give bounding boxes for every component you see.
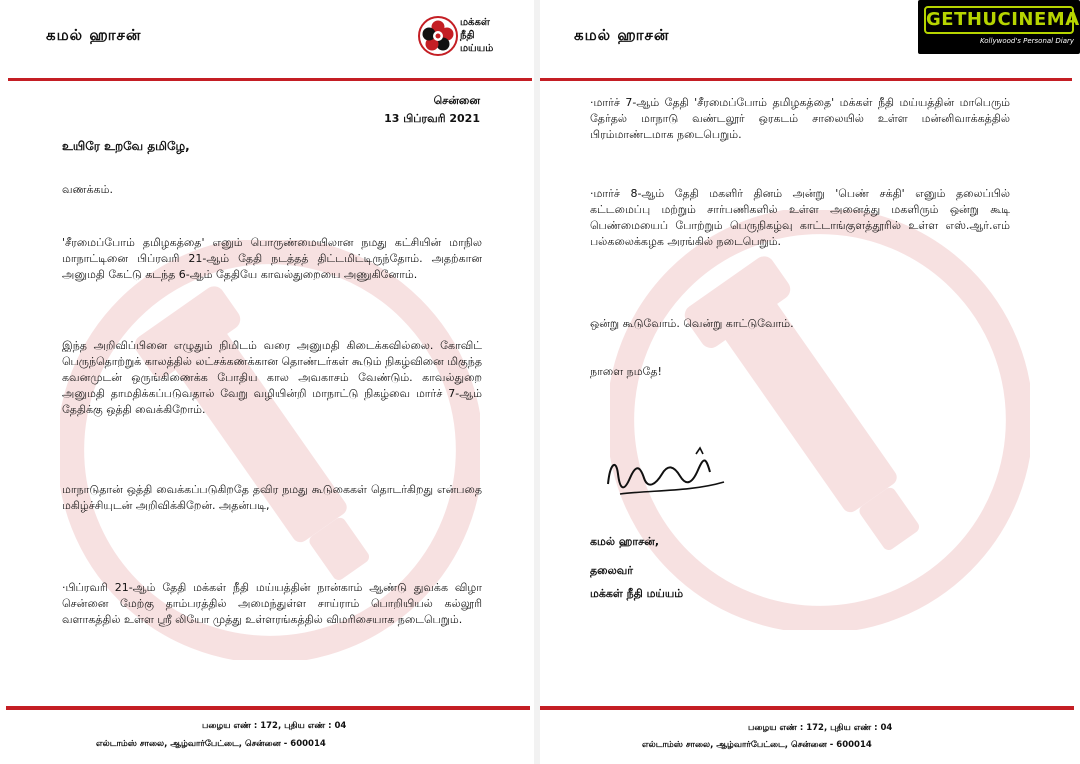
header-rule [540, 78, 1072, 81]
badge-title: GETHUCINEMA [924, 6, 1074, 34]
closing-line: நாளை நமதே! [590, 365, 662, 378]
letter-greeting: உயிரே உறவே தமிழே, [62, 139, 190, 153]
left-letter-page [0, 0, 536, 764]
logo-flower-icon [418, 16, 458, 56]
body-paragraph: இந்த அறிவிப்பினை எழுதும் நிமிடம் வரை அனுமதி கிடைக்கவில்லை. கோவிட் பெருந்தொற்றுக் காலத்தில் லட்சக்கணக்கான தொண்டர்கள் கூடும் நிகழ்வினை மிகுந்த கவனமுடன் ஒருங்கிணைக்க போதிய கால அவகாசம் வேண்டும். காவல்துறை அனுமதி தாமதிக்கப்படுவதால் வேறு வழியின்றி மாநாட்டு நிகழ்வை மார்ச் 7-ஆம் தேதிக்கு ஒத்தி வைக்கிறோம். [62, 339, 482, 416]
party-logo [418, 16, 528, 58]
footer-rule [540, 706, 1074, 710]
logo-text [460, 16, 493, 55]
signatory-party: மக்கள் நீதி மய்யம் [590, 587, 684, 600]
body-paragraph: ·மார்ச் 7-ஆம் தேதி 'சீரமைப்போம் தமிழகத்தை' மக்கள் நீதி மய்யத்தின் மாபெரும் தேர்தல் மாநாடு வண்டலூர் ஒரகடம் சாலையில் உள்ள மன்னிவாக்கத்தில் பிரம்மாண்டமாக நடைபெறும். [590, 96, 1010, 141]
body-paragraph: ·மார்ச் 8-ஆம் தேதி மகளிர் தினம் அன்று 'பெண் சக்தி' எனும் தலைப்பில் கட்டமைப்பு மற்றும் சார்பணிகளில் உள்ள அனைத்து மகளிரும் ஒன்று கூடி பெண்மையைப் போற்றும் பெருநிகழ்வு காட்டாங்குளத்தூரில் உள்ள எஸ்.ஆர்.எம் பல்கலைக்கழக அரங்கில் நடைபெறும். [590, 187, 1010, 248]
closing-line: ஒன்று கூடுவோம். வென்று காட்டுவோம். [590, 317, 794, 330]
signature-icon [600, 444, 730, 504]
badge-tagline: Kollywood's Personal Diary [979, 37, 1074, 45]
footer-address-line: எல்டாம்ஸ் சாலை, ஆழ்வார்பேட்டை, சென்னை - 600014 [642, 740, 872, 750]
body-paragraph: ·பிப்ரவரி 21-ஆம் தேதி மக்கள் நீதி மய்யத்தின் நான்காம் ஆண்டு துவக்க விழா சென்னை மேற்கு தாம்பரத்தில் அமைந்துள்ள சாய்ராம் பொறியியல் கல்லூரி வளாகத்தில் உள்ள ஸ்ரீ லியோ முத்து உள்ளரங்கத்தில் விமரிசையாக நடைபெறும். [62, 581, 482, 626]
logo-text-line: மக்கள் [460, 17, 490, 28]
site-watermark-badge [918, 0, 1080, 54]
right-letter-page [540, 0, 1080, 764]
body-paragraph: 'சீரமைப்போம் தமிழகத்தை' எனும் பொருண்மையிலான நமது கட்சியின் மாநில மாநாட்டினை பிப்ரவரி 21-ஆம் தேதி நடத்தத் திட்டமிட்டிருந்தோம். அதற்கான அனுமதி கேட்டு கடந்த 6-ஆம் தேதியே காவல்துறையை அணுகினோம். [62, 236, 482, 281]
header-name: கமல் ஹாசன் [46, 26, 142, 44]
signatory-name: கமல் ஹாசன், [590, 535, 660, 548]
letter-salutation: வணக்கம். [62, 183, 113, 196]
footer-address-line: பழைய எண் : 172, புதிய எண் : 04 [748, 723, 893, 733]
footer-rule [6, 706, 530, 710]
header-rule [8, 78, 532, 81]
footer-address-line: எல்டாம்ஸ் சாலை, ஆழ்வார்பேட்டை, சென்னை - 600014 [96, 739, 326, 749]
letter-city: சென்னை [433, 94, 480, 107]
signatory-role: தலைவர் [590, 564, 633, 577]
letter-date: 13 பிப்ரவரி 2021 [384, 112, 480, 125]
logo-text-line: மய்யம் [460, 43, 494, 54]
body-paragraph: மாநாடுதான் ஒத்தி வைக்கப்படுகிறதே தவிர நமது கூடுகைகள் தொடர்கிறது என்பதை மகிழ்ச்சியுடன் அறிவிக்கிறேன். அதன்படி, [62, 483, 482, 512]
header-name: கமல் ஹாசன் [574, 26, 670, 44]
logo-text-line: நீதி [460, 30, 475, 41]
footer-address-line: பழைய எண் : 172, புதிய எண் : 04 [202, 721, 347, 731]
